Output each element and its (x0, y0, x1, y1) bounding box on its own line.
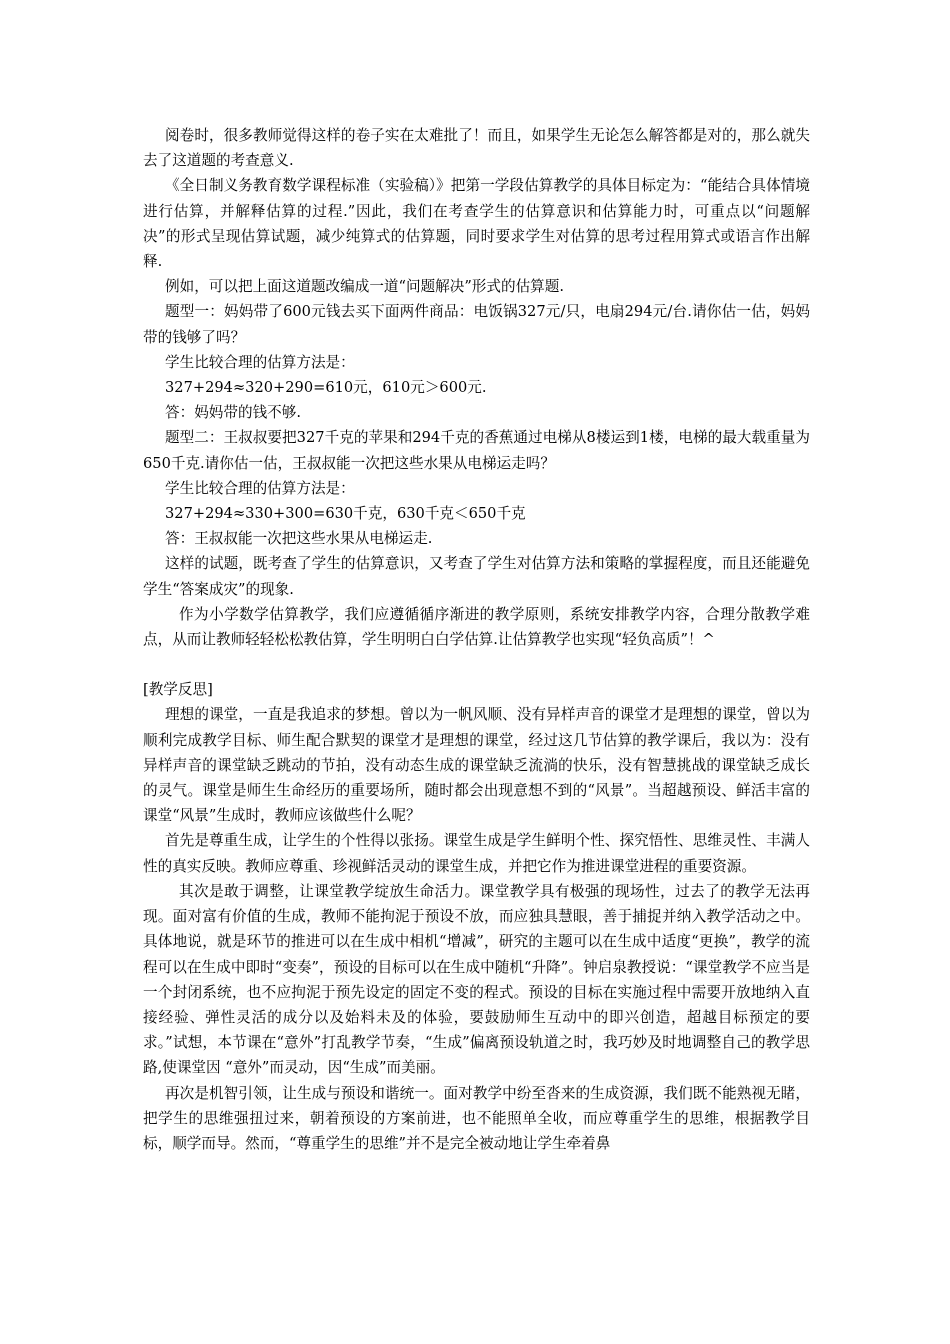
paragraph: 327+294≈320+290=610元，610元＞600元. (165, 379, 487, 397)
paragraph: 阅卷时，很多教师觉得这样的卷子实在太难批了！而且，如果学生无论怎么解答都是对的，那么就失去了这道题的考查意义. (143, 127, 810, 170)
paragraph: 其次是敢于调整，让课堂教学绽放生命活力。课堂教学具有极强的现场性，过去了的教学无法再现。面对富有价值的生成，教师不能拘泥于预设不放，而应独具慧眼，善于捕捉并纳入教学活动之中。具体地说，就是环节的推进可以在生成中相机“增减”，研究的主题可以在生成中适度“更换”，教学的流程可以在生成中即时“变奏”，预设的目标可以在生成中随机“升降”。钟启泉教授说：“课堂教学不应当是一个封闭系统，也不应拘泥于预先设定的固定不变的程式。预设的目标在实施过程中需要开放地纳入直接经验、弹性灵活的成分以及始料未及的体验，要鼓励师生互动中的即兴创造，超越目标预定的要求。”试想，本节课在“意外”打乱教学节奏，“生成”偏离预设轨道之时，我巧妙及时地调整自己的教学思路,使课堂因 “意外”而灵动，因“生成”而美丽。 (143, 882, 810, 1077)
blank-line (143, 652, 810, 677)
paragraph: 学生比较合理的估算方法是： (165, 353, 355, 371)
document-page (143, 123, 810, 1156)
paragraph: 答：妈妈带的钱不够. (165, 404, 301, 422)
paragraph: 题型一：妈妈带了600元钱去买下面两件商品：电饭锅327元/只，电扇294元/台.请你估一估，妈妈带的钱够了吗？ (143, 303, 810, 346)
paragraph: 这样的试题，既考查了学生的估算意识，又考查了学生对估算方法和策略的掌握程度，而且还能避免学生“答案成灾”的现象. (143, 555, 810, 598)
paragraph: 学生比较合理的估算方法是： (165, 479, 355, 497)
paragraph: 答：王叔叔能一次把这些水果从电梯运走. (165, 530, 433, 548)
section-heading: [教学反思] (143, 681, 213, 699)
paragraph: 作为小学数学估算教学，我们应遵循循序渐进的教学原则，系统安排教学内容，合理分散教学难点，从而让教师轻轻松松教估算，学生明明白白学估算.让估算教学也实现“轻负高质”！^ (143, 605, 810, 649)
paragraph: 例如，可以把上面这道题改编成一道“问题解决”形式的估算题. (165, 278, 565, 296)
paragraph: 再次是机智引领，让生成与预设和谐统一。面对教学中纷至沓来的生成资源，我们既不能熟视无睹，把学生的思维强扭过来，朝着预设的方案前进，也不能照单全收，而应尊重学生的思维，根据教学目标，顺学而导。然而，“尊重学生的思维”并不是完全被动地让学生牵着鼻 (143, 1084, 810, 1152)
paragraph: 327+294≈330+300=630千克，630千克＜650千克 (165, 505, 526, 523)
paragraph: 题型二：王叔叔要把327千克的苹果和294千克的香蕉通过电梯从8楼运到1楼，电梯的最大载重量为650千克.请你估一估，王叔叔能一次把这些水果从电梯运走吗？ (143, 429, 810, 472)
paragraph: 《全日制义务教育数学课程标准（实验稿）》把第一学段估算教学的具体目标定为：“能结合具体情境进行估算，并解释估算的过程.”因此，我们在考查学生的估算意识和估算能力时，可重点以“问题解决”的形式呈现估算试题，减少纯算式的估算题，同时要求学生对估算的思考过程用算式或语言作出解释. (143, 177, 810, 271)
paragraph: 理想的课堂，一直是我追求的梦想。曾以为一帆风顺、没有异样声音的课堂才是理想的课堂，曾以为顺利完成教学目标、师生配合默契的课堂才是理想的课堂，经过这几节估算的教学课后，我以为：没有异样声音的课堂缺乏跳动的节拍，没有动态生成的课堂缺乏流淌的快乐，没有智慧挑战的课堂缺乏成长的灵气。课堂是师生生命经历的重要场所，随时都会出现意想不到的“风景”。当超越预设、鲜活丰富的课堂“风景”生成时，教师应该做些什么呢？ (143, 706, 810, 825)
paragraph: 首先是尊重生成，让学生的个性得以张扬。课堂生成是学生鲜明个性、探究悟性、思维灵性、丰满人性的真实反映。教师应尊重、珍视鲜活灵动的课堂生成，并把它作为推进课堂进程的重要资源。 (143, 832, 810, 875)
